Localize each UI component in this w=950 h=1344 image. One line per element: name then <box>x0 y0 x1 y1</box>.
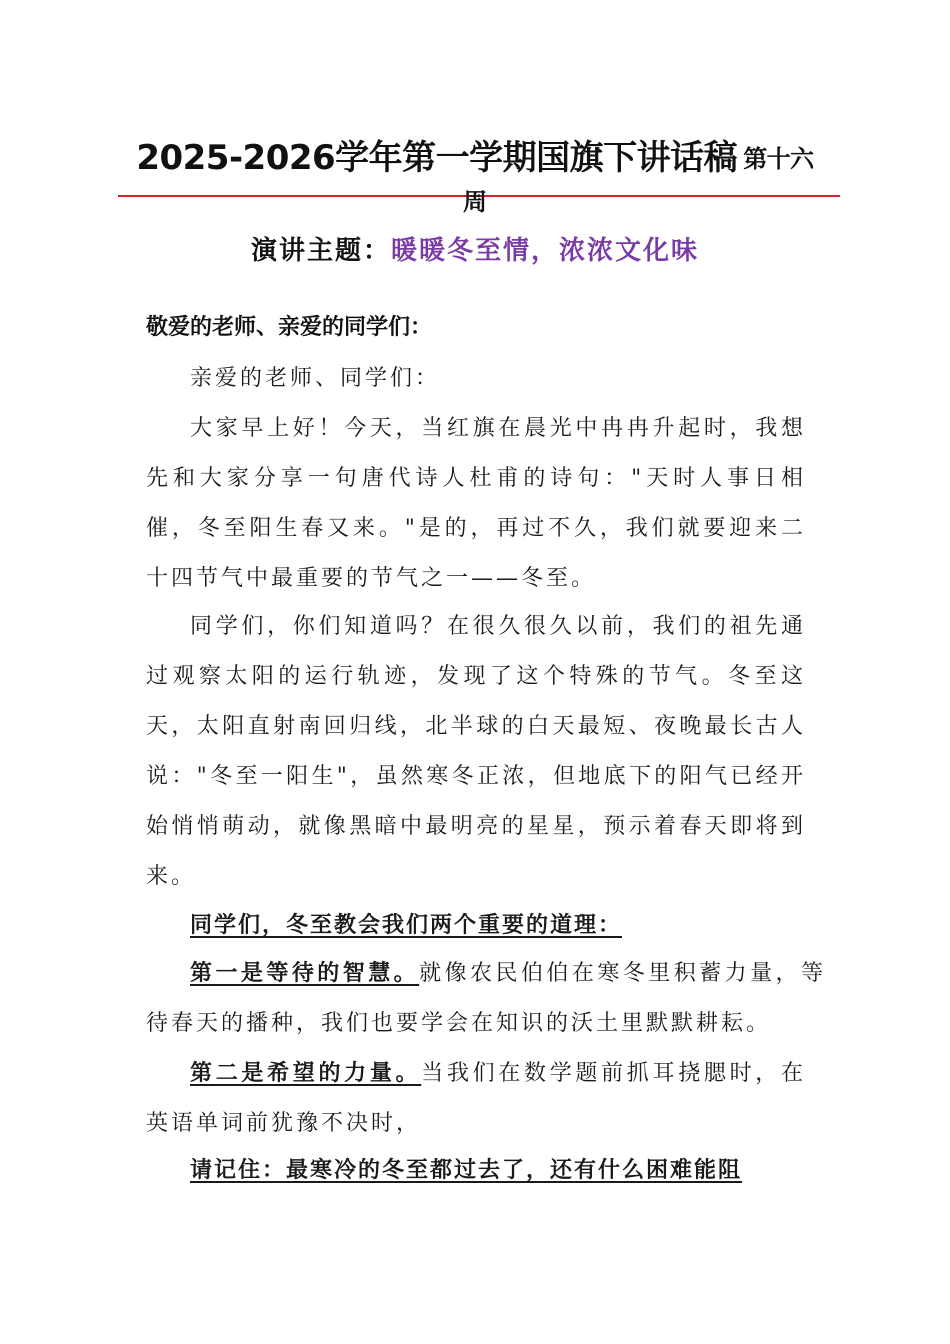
title-week-continuation: 周 <box>463 188 487 216</box>
paragraph-intro: 大家早上好！今天，当红旗在晨光中冉冉升起时，我想先和大家分享一句唐代诗人杜甫的诗句："天时人事日相催，冬至阳生春又来。"是的，再过不久，我们就要迎来二十四节气中最重要的节气之一——冬至。 <box>146 416 806 591</box>
closing-line <box>146 1145 826 1196</box>
closing-text: 请记住：最寒冷的冬至都过去了，还有什么困难能阻 <box>190 1157 743 1183</box>
lesson-two <box>146 1048 806 1149</box>
paragraph-winter-solstice: 同学们，你们知道吗？在很久很久以前，我们的祖先通过观察太阳的运行轨迹，发现了这个特殊的节气。冬至这天，太阳直射南回归线，北半球的白天最短、夜晚最长古人说："冬至一阳生"，虽然寒冬正浓，但地底下的阳气已经开始悄悄萌动，就像黑暗中最明亮的星星，预示着春天即将到来。 <box>146 614 806 889</box>
lesson-one-text: 就像农民伯伯在寒冬里积蓄力量，等待春天的播种，我们也要学会在知识的沃土里默默耕耘。 <box>146 961 826 1036</box>
speech-theme <box>0 230 950 267</box>
lesson-two-title: 第二是希望的力量。 <box>190 1060 422 1086</box>
salutation: 敬爱的老师、亲爱的同学们： <box>146 314 433 340</box>
document-title <box>0 130 950 179</box>
title-main-text: 2025-2026学年第一学期国旗下讲话稿 <box>136 138 738 178</box>
lesson-intro <box>146 900 826 951</box>
title-week-text: 第十六 <box>743 145 814 173</box>
theme-label: 演讲主题： <box>250 236 391 266</box>
paragraph-greeting: 亲爱的老师、同学们： <box>190 366 441 391</box>
theme-text: 暖暖冬至情，浓浓文化味 <box>391 236 700 266</box>
lesson-two-text: 当我们在数学题前抓耳挠腮时，在英语单词前犹豫不决时， <box>146 1061 806 1136</box>
lesson-intro-text: 同学们，冬至教会我们两个重要的道理： <box>190 912 623 938</box>
lesson-one-title: 第一是等待的智慧。 <box>190 960 420 986</box>
lesson-one <box>146 948 826 1049</box>
